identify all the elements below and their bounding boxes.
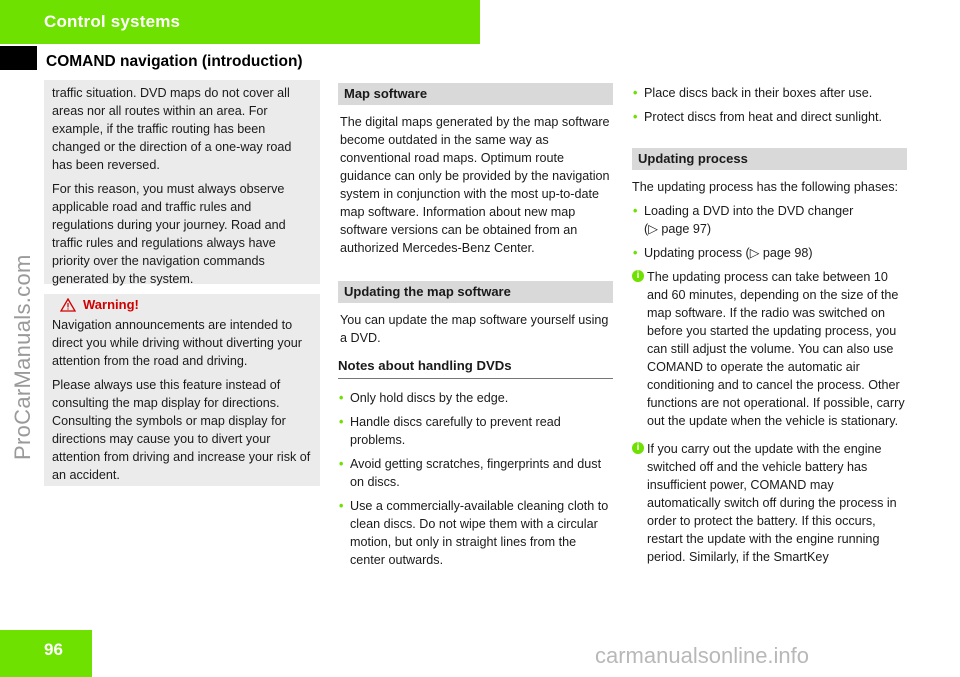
bottom-watermark: carmanualsonline.info	[595, 643, 810, 668]
list-item: • Loading a DVD into the DVD changer (▷ page 97)	[633, 204, 854, 236]
page-number: 96	[44, 640, 63, 659]
list-item: • Updating process (▷ page 98)	[633, 246, 813, 260]
info-note: i If you carry out the update with the engine switched off and the vehicle battery has insufficient power, COMAND may automatically switch off during the process in order to protect the battery. If this occurs, restart the update with the engine running period. Similarly, if the SmartKey	[632, 440, 907, 566]
paragraph: The digital maps generated by the map software become outdated in the same way as conventional road maps. Optimum route guidance can only be provided by the navigation system in conjunction with the most up-to-date map software. Information about new map software versions can be obtained from an authorized Mercedes-Benz Center.	[340, 115, 610, 255]
update-phases-list	[632, 202, 907, 262]
bullet-dot: •	[339, 457, 344, 471]
bullet-dot: •	[633, 86, 638, 100]
dvd-notes-list-continued	[632, 84, 907, 126]
paragraph: traffic situation. DVD maps do not cover all areas nor all routes within an area. For example, if the traffic routing has been changed or the direction of a one-way road has been reversed.	[52, 86, 292, 172]
list-item: • Protect discs from heat and direct sunlight.	[633, 110, 882, 124]
list-item: • Only hold discs by the edge.	[339, 391, 509, 405]
warning-header	[52, 296, 314, 314]
warning-paragraph: Navigation announcements are intended to direct you while driving without diverting your attention from the road and driving.	[52, 318, 302, 368]
list-item: • Use a commercially-available cleaning cloth to clean discs. Do not wipe them with a circular motion, but only in straight lines from the center outwards.	[339, 499, 609, 567]
dvd-notes-list	[338, 389, 613, 569]
page-reference: (▷ page 98)	[745, 246, 813, 260]
bullet-dot: •	[633, 110, 638, 124]
column-right	[632, 84, 907, 572]
section-tab-marker	[0, 46, 37, 70]
list-item: • Place discs back in their boxes after use.	[633, 86, 873, 100]
chapter-title: Control systems	[44, 12, 181, 31]
info-note: i The updating process can take between 10 and 60 minutes, depending on the size of the map software. If the radio was switched on before you started the updating process, you can still adjust the volume. You can also use COMAND to operate the automatic air conditioning and to cancel the process. Other functions are not operational. If possible, carry out the update when the vehicle is stationary.	[632, 268, 907, 430]
warning-paragraph: Please always use this feature instead of consulting the map display for directions. Consulting the symbols or map display for directions may cause you to divert your attention from driving and increase your risk of an accident.	[52, 378, 311, 482]
section-heading-map-software: Map software	[338, 83, 613, 105]
bullet-dot: •	[339, 415, 344, 429]
continued-text-box	[44, 80, 320, 284]
info-icon: i	[632, 270, 644, 282]
section-title: COMAND navigation (introduction)	[46, 53, 303, 70]
bullet-dot: •	[633, 246, 638, 260]
paragraph: The updating process has the following phases:	[632, 180, 899, 194]
subheading-dvd-notes: Notes about handling DVDs	[338, 357, 613, 379]
paragraph: You can update the map software yourself using a DVD.	[340, 313, 609, 345]
bullet-dot: •	[633, 204, 638, 218]
page-reference: (▷ page 97)	[644, 222, 712, 236]
paragraph: For this reason, you must always observe applicable road and traffic rules and regulations during your journey. Road and traffic rules and regulations always have priority over the navigation commands generated by the system.	[52, 182, 286, 286]
section-heading-updating-process: Updating process	[632, 148, 907, 170]
warning-box	[44, 294, 320, 486]
bullet-dot: •	[339, 391, 344, 405]
warning-title: Warning!	[83, 297, 139, 312]
list-item: • Avoid getting scratches, fingerprints and dust on discs.	[339, 457, 602, 489]
section-heading-updating-map-software: Updating the map software	[338, 281, 613, 303]
warning-triangle-icon	[60, 298, 76, 312]
column-middle	[338, 83, 613, 575]
info-icon: i	[632, 442, 644, 454]
bullet-dot: •	[339, 499, 344, 513]
vertical-watermark: ProCarManuals.com	[10, 254, 35, 460]
list-item: • Handle discs carefully to prevent read problems.	[339, 415, 561, 447]
